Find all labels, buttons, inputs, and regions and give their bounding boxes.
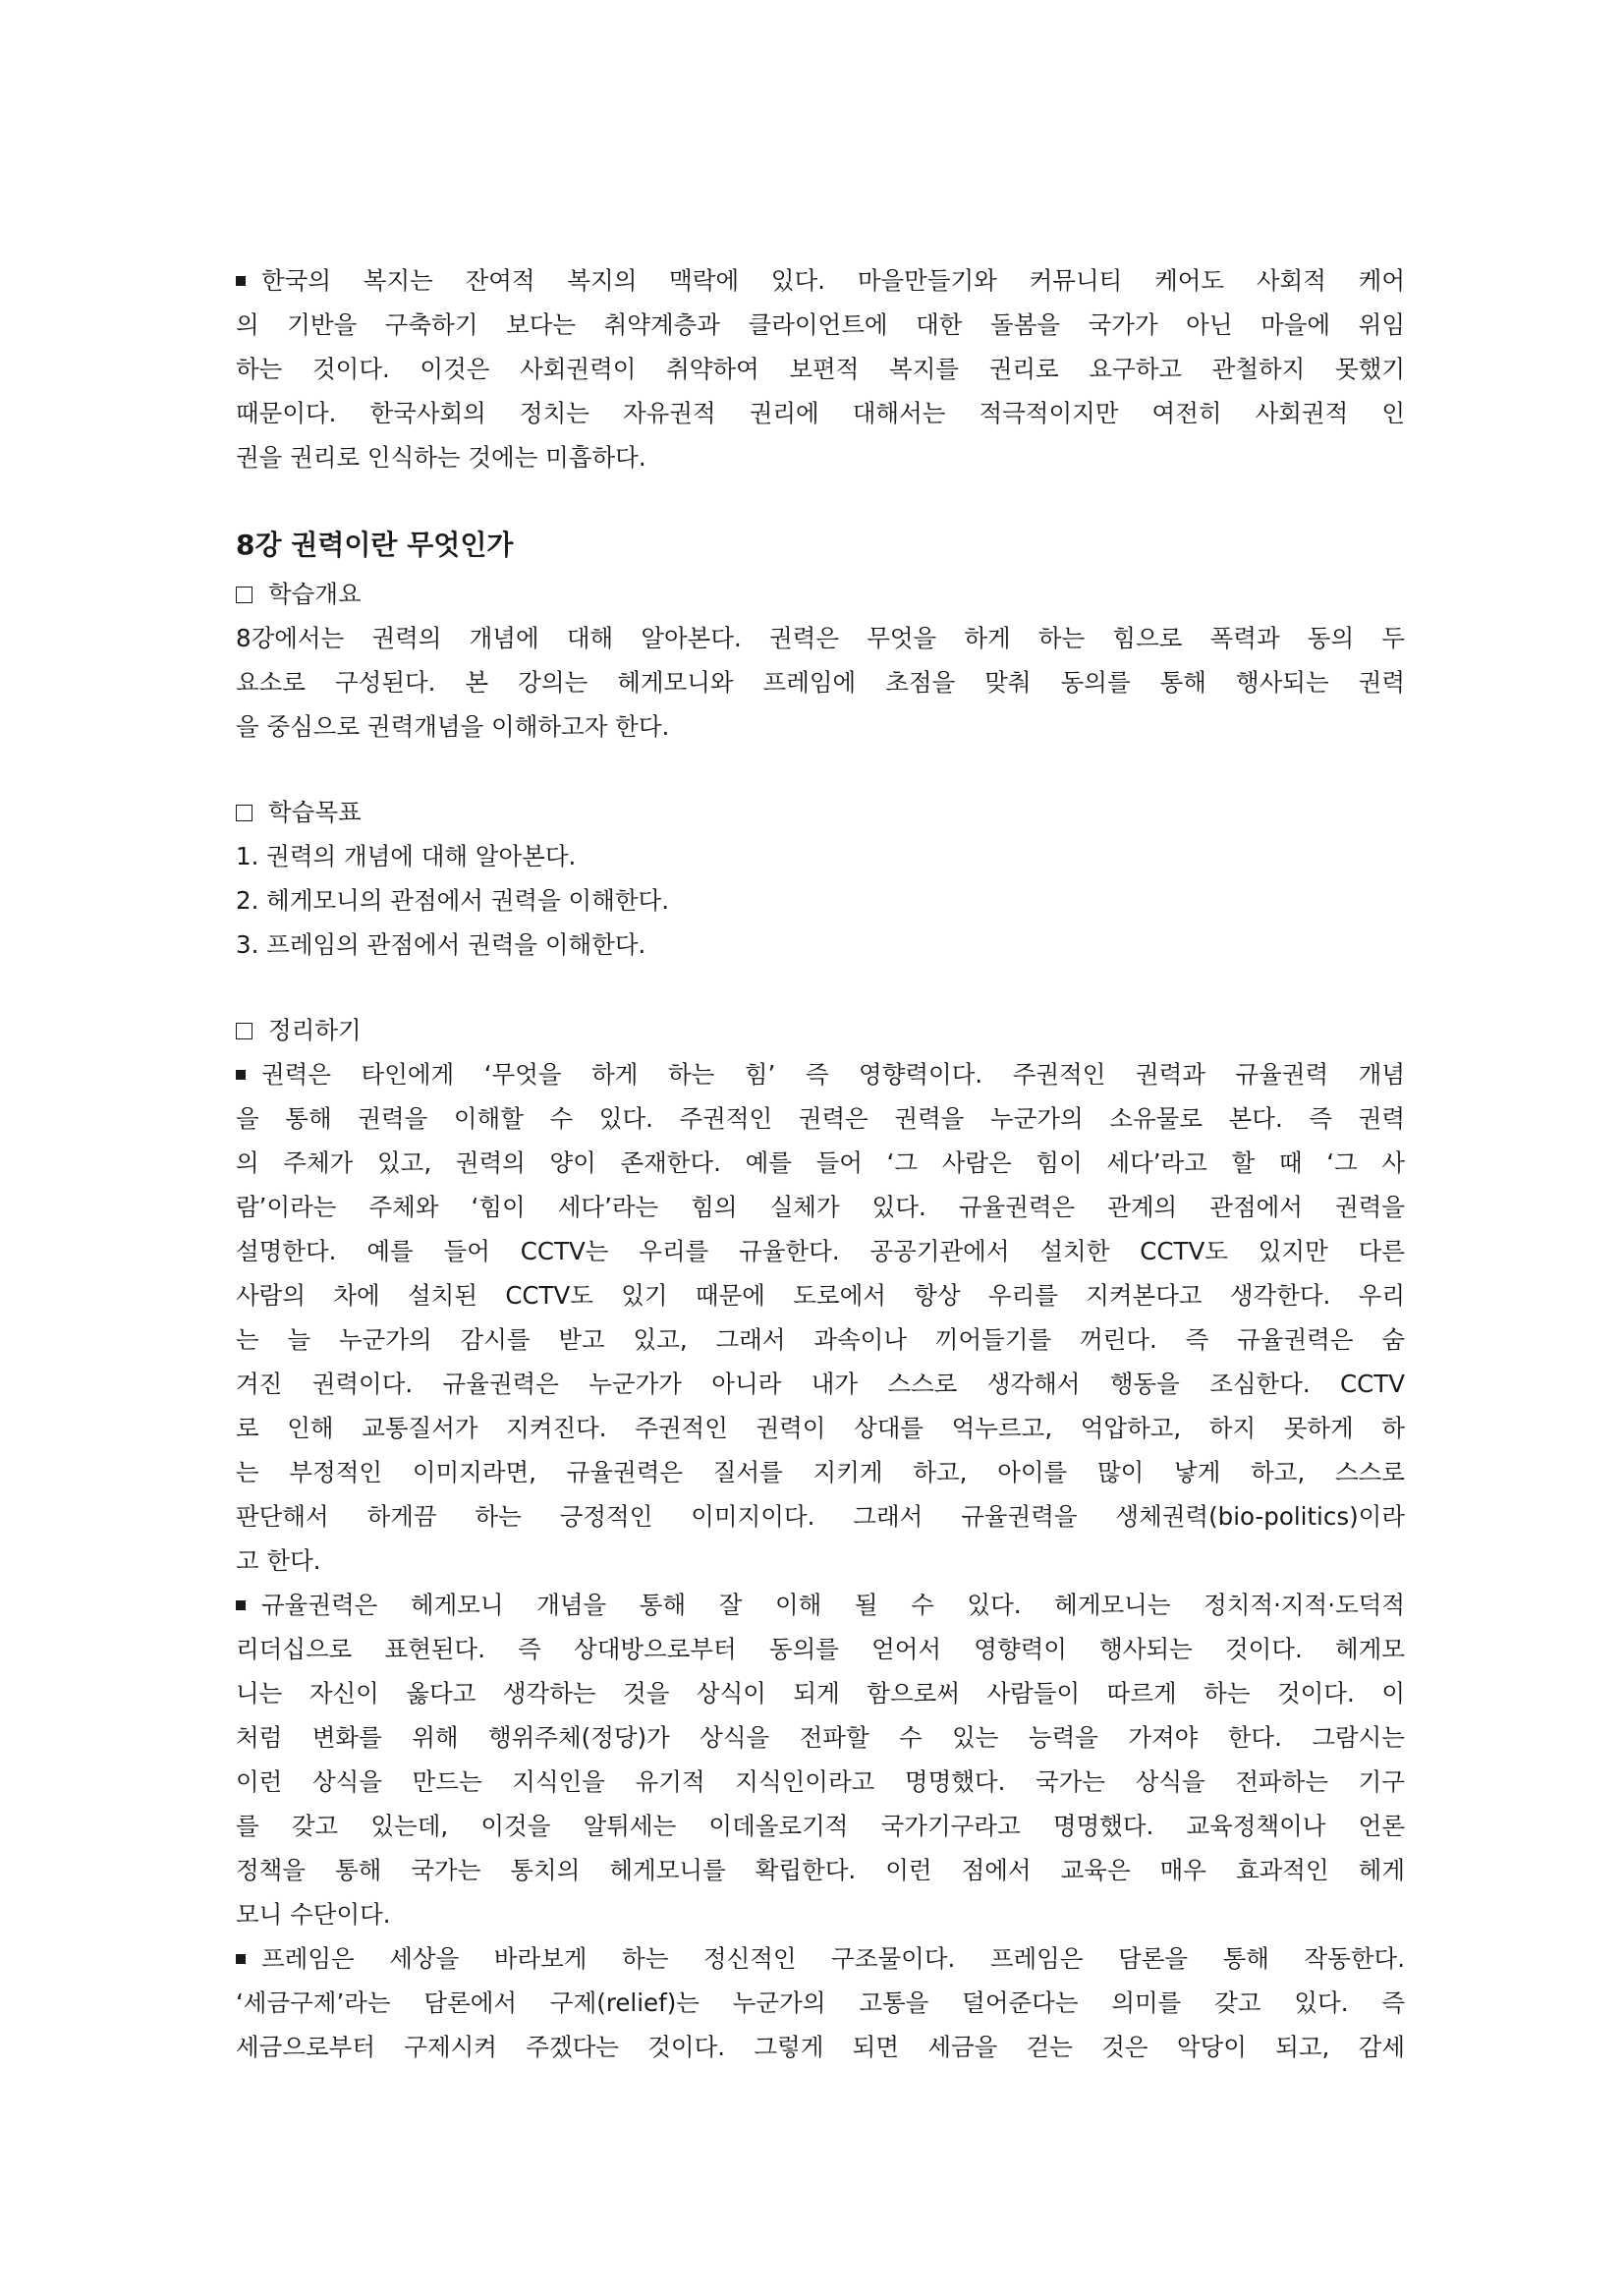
goal-item: 3. 프레임의 관점에서 권력을 이해한다. — [236, 930, 646, 959]
summary-section — [236, 1008, 1405, 2069]
goals-heading: 학습목표 — [236, 790, 1405, 834]
summary-line: 를 갖고 있는데, 이것을 알튀세는 이데올로기적 국가기구라고 명명했다. 교육정책이나 언론 — [236, 1812, 1405, 1840]
summary-heading: 정리하기 — [236, 1008, 1405, 1052]
summary-line: 는 부정적인 이미지라면, 규율권력은 질서를 지키게 하고, 아이를 많이 낳게 하고, 스스로 — [236, 1458, 1405, 1486]
goal-item: 1. 권력의 개념에 대해 알아본다. — [236, 842, 577, 870]
summary-line: 람’이라는 주체와 ‘힘이 세다’라는 힘의 실체가 있다. 규율권력은 관계의 관점에서 권력을 — [236, 1193, 1405, 1221]
summary-line: 의 주체가 있고, 권력의 양이 존재한다. 예를 들어 ‘그 사람은 힘이 세다’라고 할 때 ‘그 사 — [236, 1148, 1405, 1177]
square-bullet-icon — [236, 1954, 246, 1964]
summary-line: ‘세금구제’라는 담론에서 구제(relief)는 누군가의 고통을 덜어준다는 의미를 갖고 있다. 즉 — [236, 1988, 1405, 2017]
summary-line: 리더십으로 표현된다. 즉 상대방으로부터 동의를 얻어서 영향력이 행사되는 것이다. 헤게모 — [236, 1635, 1405, 1663]
intro-line: 한국의 복지는 잔여적 복지의 맥락에 있다. 마을만들기와 커뮤니티 케어도 사회적 케어 — [236, 258, 1405, 303]
checkbox-square-icon — [236, 1023, 252, 1039]
summary-line: 규율권력은 헤게모니 개념을 통해 잘 이해 될 수 있다. 헤게모니는 정치적·지적·도덕적 — [236, 1583, 1405, 1627]
document-page — [236, 258, 1405, 2069]
lecture-title: 8강 권력이란 무엇인가 — [236, 529, 514, 561]
summary-line: 설명한다. 예를 들어 CCTV는 우리를 규율한다. 공공기관에서 설치한 CCTV도 있지만 다른 — [236, 1237, 1405, 1265]
summary-line: 겨진 권력이다. 규율권력은 누군가가 아니라 내가 스스로 생각해서 행동을 조심한다. CCTV — [236, 1370, 1405, 1398]
summary-line: 세금으로부터 구제시켜 주겠다는 것이다. 그렇게 되면 세금을 걷는 것은 악당이 되고, 감세 — [236, 2033, 1405, 2061]
summary-line: 로 인해 교통질서가 지켜진다. 주권적인 권력이 상대를 억누르고, 억압하고, 하지 못하게 하 — [236, 1414, 1405, 1442]
goals-section — [236, 790, 1405, 967]
summary-line: 처럼 변화를 위해 행위주체(정당)가 상식을 전파할 수 있는 능력을 가져야 한다. 그람시는 — [236, 1723, 1405, 1752]
summary-line: 고 한다. — [236, 1546, 321, 1575]
summary-line: 사람의 차에 설치된 CCTV도 있기 때문에 도로에서 항상 우리를 지켜본다고 생각한다. 우리 — [236, 1281, 1405, 1310]
summary-line: 프레임은 세상을 바라보게 하는 정신적인 구조물이다. 프레임은 담론을 통해 작동한다. — [236, 1936, 1405, 1981]
summary-line: 권력은 타인에게 ‘무엇을 하게 하는 힘’ 즉 영향력이다. 주권적인 권력과 규율권력 개념 — [236, 1052, 1405, 1096]
overview-section — [236, 572, 1405, 749]
summary-line: 을 통해 권력을 이해할 수 있다. 주권적인 권력은 권력을 누군가의 소유물로 본다. 즉 권력 — [236, 1104, 1405, 1133]
summary-line: 모니 수단이다. — [236, 1900, 391, 1929]
intro-line: 때문이다. 한국사회의 정치는 자유권적 권리에 대해서는 적극적이지만 여전히 사회권적 인 — [236, 399, 1405, 427]
overview-line: 요소로 구성된다. 본 강의는 헤게모니와 프레임에 초점을 맞춰 동의를 통해 행사되는 권력 — [236, 668, 1405, 697]
summary-line: 는 늘 누군가의 감시를 받고 있고, 그래서 과속이나 끼어들기를 꺼린다. 즉 규율권력은 숨 — [236, 1325, 1405, 1354]
intro-paragraph — [236, 258, 1405, 479]
overview-line: 을 중심으로 권력개념을 이해하고자 한다. — [236, 712, 670, 741]
checkbox-square-icon — [236, 587, 252, 603]
goal-item: 2. 헤게모니의 관점에서 권력을 이해한다. — [236, 886, 669, 915]
summary-line: 니는 자신이 옳다고 생각하는 것을 상식이 되게 함으로써 사람들이 따르게 하는 것이다. 이 — [236, 1679, 1405, 1708]
square-bullet-icon — [236, 1600, 246, 1610]
intro-line: 하는 것이다. 이것은 사회권력이 취약하여 보편적 복지를 권리로 요구하고 관철하지 못했기 — [236, 355, 1405, 383]
intro-line: 권을 권리로 인식하는 것에는 미흡하다. — [236, 443, 646, 472]
overview-line: 8강에서는 권력의 개념에 대해 알아본다. 권력은 무엇을 하게 하는 힘으로 폭력과 동의 두 — [236, 624, 1405, 652]
square-bullet-icon — [236, 276, 246, 286]
summary-line: 정책을 통해 국가는 통치의 헤게모니를 확립한다. 이런 점에서 교육은 매우 효과적인 헤게 — [236, 1856, 1405, 1884]
intro-line: 의 기반을 구축하기 보다는 취약계층과 클라이언트에 대한 돌봄을 국가가 아닌 마을에 위임 — [236, 310, 1405, 339]
square-bullet-icon — [236, 1070, 246, 1080]
checkbox-square-icon — [236, 805, 252, 821]
summary-line: 판단해서 하게끔 하는 긍정적인 이미지이다. 그래서 규율권력을 생체권력(bio-politics)이라 — [236, 1502, 1405, 1531]
overview-heading: 학습개요 — [236, 572, 1405, 616]
summary-line: 이런 상식을 만드는 지식인을 유기적 지식인이라고 명명했다. 국가는 상식을 전파하는 기구 — [236, 1767, 1405, 1796]
